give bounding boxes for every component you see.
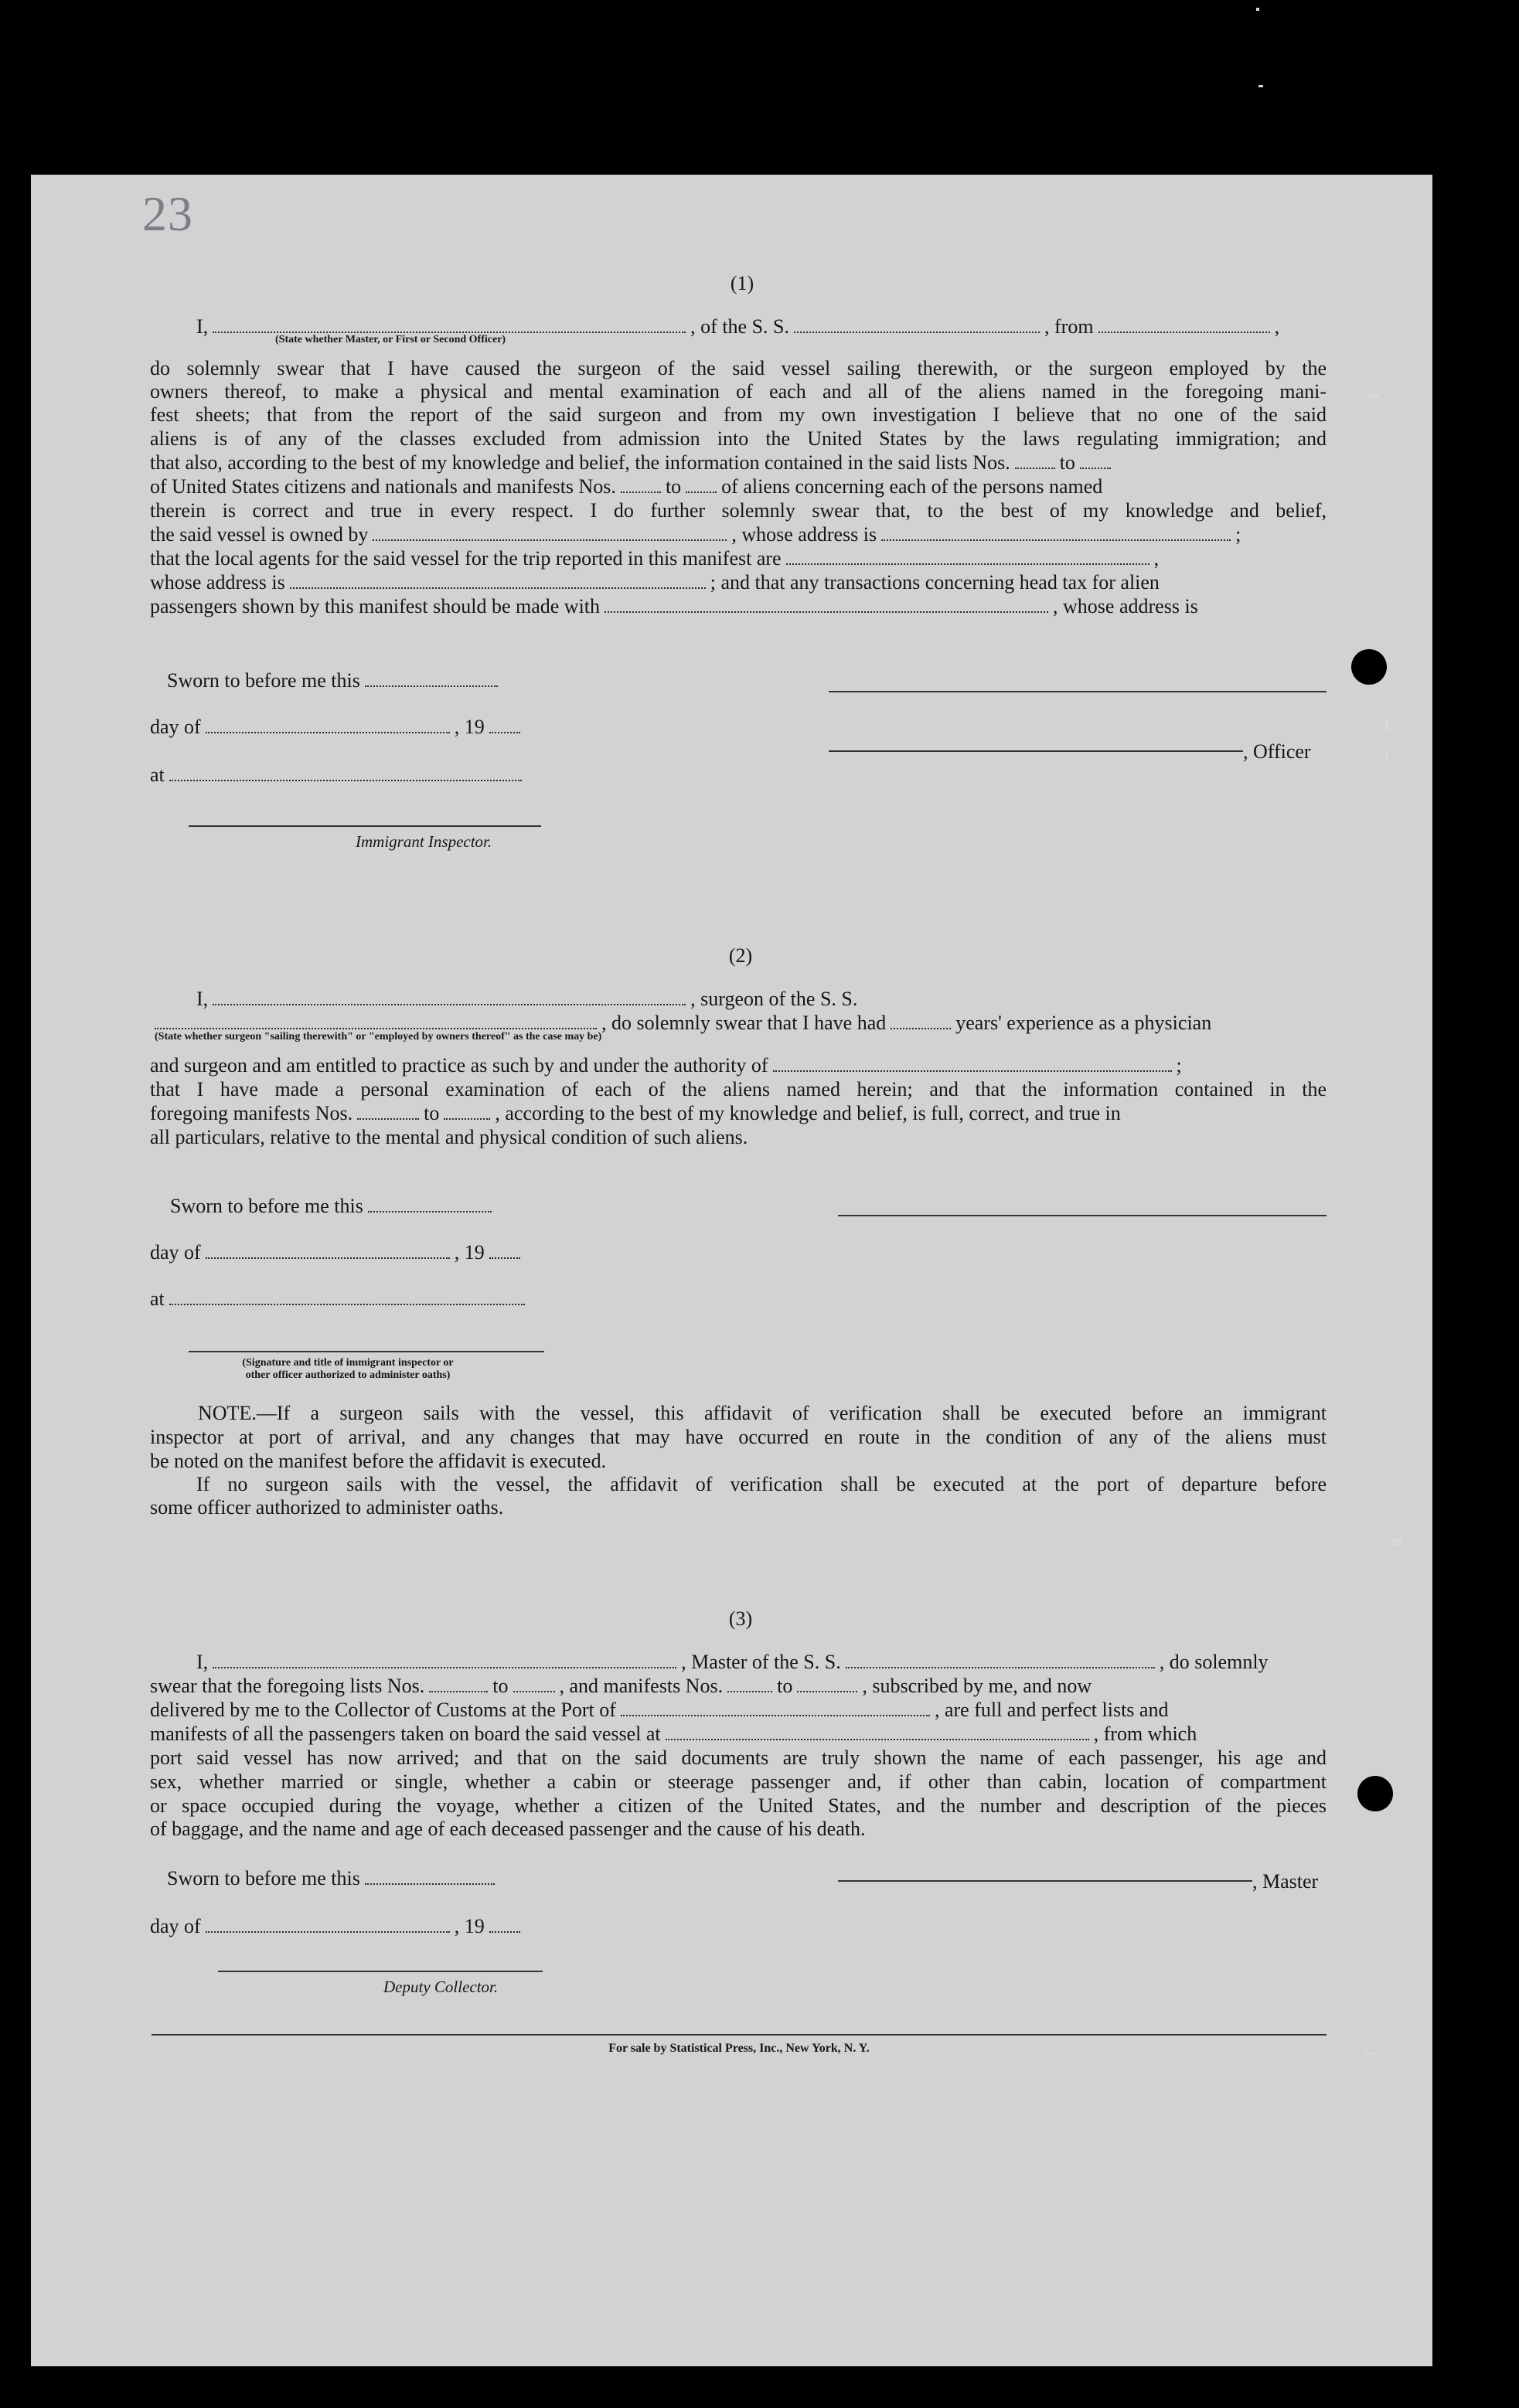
page-number: 23 [142,186,193,241]
section-3-line-5: port said vessel has now arrived; and that on the said documents are truly shown the name of each passenger, his age and [150,1746,1327,1769]
blank [357,1115,419,1120]
text: , Master of the S. S. [681,1651,841,1673]
signature-line [838,1215,1327,1216]
signature-line [829,691,1327,692]
day-of-label [150,716,525,739]
note-label: NOTE. [198,1402,257,1424]
text: I, [196,988,209,1010]
text: , Master [1252,1870,1319,1893]
section-1-line-true: therein is correct and true in every respect. I do further solemnly swear that, to the best of my knowledge and belief, [150,499,1327,522]
text: and surgeon and am entitled to practice as such by and under the authority of [150,1054,768,1076]
section-1-line-4: fest sheets; that from the report of the said surgeon and from my own investigation I believe that no one of the said [150,403,1327,426]
blank [169,1301,525,1305]
day-of-label [150,1241,525,1264]
text: years' experience as a physician [955,1012,1212,1034]
text: day of [150,716,201,738]
blank [838,1880,1252,1882]
section-1-number: (1) [730,272,754,294]
section-1-line-5: aliens is of any of the classes excluded from admission into the United States by the laws regulating immigration; and [150,427,1327,450]
blank [666,1736,1089,1740]
master-signature [838,1870,1318,1893]
section-3-line-2 [150,1675,1092,1698]
blank [1080,464,1111,469]
section-2-line-3 [150,1054,1182,1077]
text: , do solemnly swear that I have had [601,1012,887,1034]
section-1-agents-line [150,547,1159,570]
at-label [150,1287,530,1311]
section-1-line-2: do solemnly swear that I have caused the surgeon of the said vessel sailing therewith, or the surgeon employed by the [150,357,1327,379]
text: , [1274,315,1280,338]
text: to [492,1675,509,1697]
blank [155,1025,597,1029]
section-1-whose-line [150,571,1160,594]
blank [213,1664,676,1668]
blank [846,1664,1155,1668]
text: ; and that any transactions concerning head tax for alien [710,571,1160,593]
blank [605,608,1048,613]
text: , whose address is [731,523,877,546]
section-3-line-8: of baggage, and the name and age of each deceased passenger and the cause of his death. [150,1818,866,1840]
section-1-lists-line [150,451,1115,474]
blank [1015,464,1055,469]
text: , 19 [454,1241,485,1264]
text: Sworn to before me this [167,669,360,692]
at-label [150,764,526,787]
scan-dust [1368,394,1379,397]
blank [206,729,450,733]
blank [513,1688,555,1692]
blank [206,1254,450,1259]
blank [365,682,498,687]
text: foregoing manifests Nos. [150,1102,353,1124]
blank [621,1712,930,1716]
text: manifests of all the passengers taken on board the said vessel at [150,1723,661,1745]
section-3-line-7: or space occupied during the voyage, whether a citizen of the United States, and the number and description of the pieces [150,1794,1327,1817]
note-line-3: be noted on the manifest before the affidavit is executed. [150,1450,607,1472]
blank [373,536,727,541]
scan-dust [1256,8,1259,11]
text: to [424,1102,440,1124]
day-of-label [150,1915,525,1938]
section-3-line-3 [150,1699,1168,1722]
text: delivered by me to the Collector of Customs at the Port of [150,1699,616,1721]
text: , from [1044,315,1094,338]
blank [686,488,717,493]
sworn-label [167,1867,499,1890]
blank [797,1688,857,1692]
immigrant-inspector-label: Immigrant Inspector. [356,832,492,851]
inspector-line [189,1351,544,1352]
deputy-collector-label: Deputy Collector. [383,1978,499,1996]
blank [206,1928,450,1933]
blank [429,1688,488,1692]
blank [213,328,686,333]
section-1-manifests-line [150,475,1102,498]
note-line-1 [198,1402,1327,1425]
text: at [150,764,165,786]
text: Sworn to before me this [167,1867,360,1889]
section-2-line-4: that I have made a personal examination of each of the aliens named herein; and that the information contained in the [150,1078,1327,1100]
note2-line-2: some officer authorized to administer oaths. [150,1496,504,1519]
blank [365,1880,495,1885]
section-3-line-6: sex, whether married or single, whether a cabin or steerage passenger and, if other than cabin, location of compartment [150,1770,1327,1793]
blank [891,1025,951,1029]
text: ; [1235,523,1241,546]
note2-line-1: If no surgeon sails with the vessel, the affidavit of verification shall be executed at the port of departure before [196,1473,1327,1495]
text: , 19 [454,716,485,738]
footer-rule [152,2034,1327,2036]
text: , are full and perfect lists and [934,1699,1169,1721]
blank [213,1001,686,1005]
text: I, [196,1651,209,1673]
text: swear that the foregoing lists Nos. [150,1675,425,1697]
blank [489,1928,520,1933]
blank [786,560,1149,565]
section-3-number: (3) [728,1607,753,1630]
officer-hint: (State whether Master, or First or Second Officer) [275,334,506,345]
binder-hole [1351,649,1387,685]
blank [881,536,1231,541]
text: the said vessel is owned by [150,523,369,546]
section-2-line-5 [150,1102,1121,1125]
text: that the local agents for the said vessel for the trip reported in this manifest are [150,547,782,570]
blank [290,584,706,589]
text: to [777,1675,793,1697]
text: whose address is [150,571,285,593]
text: to [1059,451,1075,474]
blank [1098,328,1270,333]
section-1-owned-line [150,523,1241,546]
note-line-2: inspector at port of arrival, and any changes that may have occurred en route in the condition of any of the aliens must [150,1426,1327,1448]
blank [368,1208,492,1213]
collector-line [218,1971,543,1972]
text: of aliens concerning each of the persons named [721,475,1103,498]
blank [489,729,520,733]
section-1-line-3: owners thereof, to make a physical and mental examination of each and all of the aliens named in the foregoing mani- [150,380,1327,403]
text: day of [150,1241,201,1264]
scan-dust [1391,1538,1402,1546]
blank [773,1067,1172,1072]
text: , [1153,547,1160,570]
blank [169,777,522,781]
text: I, [196,315,209,338]
text: that also, according to the best of my knowledge and belief, the information contained in the said lists Nos. [150,451,1010,474]
text: of United States citizens and nationals and manifests Nos. [150,475,616,498]
section-3-line-4 [150,1723,1197,1746]
text: ; [1176,1054,1182,1076]
sworn-label [170,1195,496,1218]
text: day of [150,1915,201,1937]
text: , Officer [1243,740,1311,763]
text: , subscribed by me, and now [862,1675,1092,1697]
text: at [150,1287,165,1310]
signature-hint-2: other officer authorized to administer oaths) [245,1369,451,1381]
surgeon-hint: (State whether surgeon "sailing therewith" or "employed by owners thereof" as the case may be) [155,1031,602,1042]
blank [621,488,661,493]
text: to [665,475,682,498]
text: passengers shown by this manifest should be made with [150,595,601,617]
text: , according to the best of my knowledge and belief, is full, correct, and true in [495,1102,1121,1124]
scan-dust [1364,2053,1376,2055]
blank [444,1115,490,1120]
section-2-line-6: all particulars, relative to the mental and physical condition of such aliens. [150,1126,748,1148]
signature-hint-1: (Signature and title of immigrant inspector or [242,1357,454,1369]
text: , 19 [454,1915,485,1937]
text: , do solemnly [1159,1651,1269,1673]
inspector-line [189,825,541,827]
binder-hole [1357,1776,1393,1811]
text: , and manifests Nos. [559,1675,724,1697]
sworn-label [167,669,502,692]
scan-dust [1258,85,1263,87]
scan-dust [1385,720,1388,731]
section-2-line-1 [196,988,857,1011]
blank [829,750,1243,752]
blank [794,328,1040,333]
text: , of the S. S. [690,315,790,338]
officer-signature [829,740,1311,764]
text: , from which [1093,1723,1197,1745]
text: —If a surgeon sails with the vessel, this affidavit of verification shall be executed before an immigrant [256,1402,1327,1424]
blank [489,1254,520,1259]
footer-imprint: For sale by Statistical Press, Inc., New York, N. Y. [608,2042,870,2055]
section-2-number: (2) [728,944,753,967]
text: Sworn to before me this [170,1195,363,1217]
text: , whose address is [1053,595,1198,617]
text: , surgeon of the S. S. [690,988,858,1010]
scan-dust [1385,751,1388,759]
section-1-passengers-line [150,595,1198,618]
section-3-line-1 [196,1651,1269,1674]
blank [727,1688,772,1692]
